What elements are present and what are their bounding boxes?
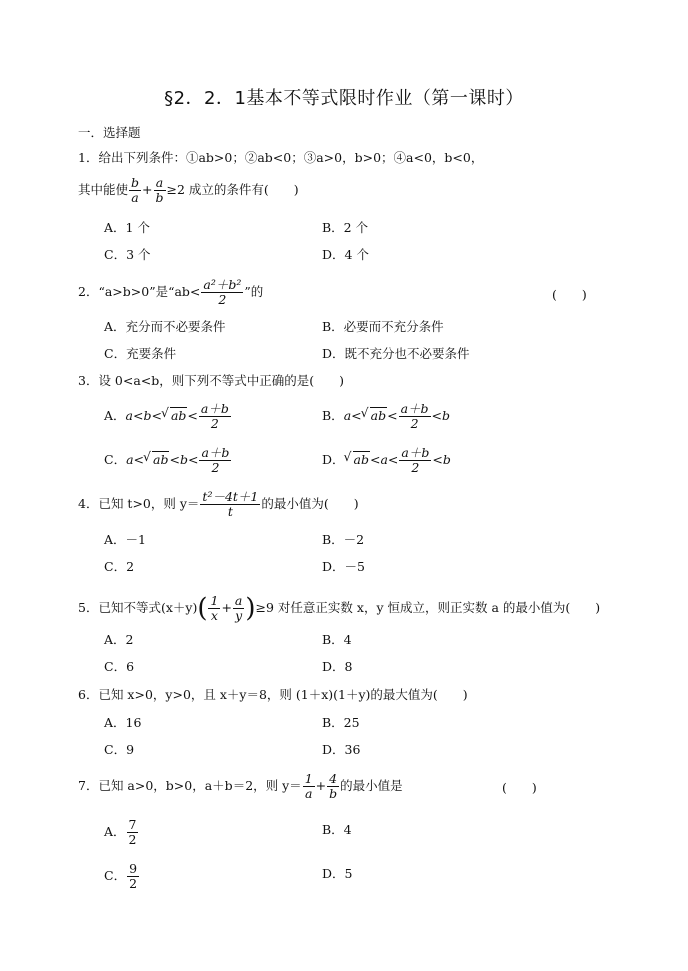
- q3-option-c: C．a<√ ab<b< $\frac{a+b}{2}$: [104, 446, 232, 475]
- q3-option-a: A．a<b<√ ab< $\frac{a+b}{2}$: [104, 402, 232, 431]
- q2-post: ”的: [244, 284, 264, 299]
- q1-frac-a-over-b: $\frac{a}{b}$: [155, 175, 164, 205]
- page-title: §2．2．1基本不等式限时作业（第一课时）: [164, 88, 524, 109]
- q5-post: ≥9 对任意正实数 x，y 恒成立，则正实数 a 的最小值为( ): [255, 600, 601, 615]
- q4-frac: $\frac{\text{t²－4t＋1}}{t}$: [202, 489, 259, 519]
- q5-option-d: D．8: [322, 659, 353, 674]
- q5-text: 5．已知不等式(x＋y)( $\frac{1}{x}$ + $\frac{a}{y}$ )≥9 对任意正实数 x，y 恒成立，则正实数 a 的最小值为( ): [78, 593, 601, 624]
- q6-option-c: C．9: [104, 742, 135, 757]
- q2-option-b: B．必要而不充分条件: [322, 319, 444, 334]
- q6-option-d: D．36: [322, 742, 361, 757]
- q4-pre: 4．已知 t>0，则 y＝: [78, 496, 200, 511]
- q2-frac: $\frac{\text{a²＋b²}}{2}$: [203, 277, 242, 307]
- q4-option-b: B．－2: [322, 532, 365, 547]
- q2-pre: 2．“a>b>0”是“ab<: [78, 284, 201, 299]
- q4-text: [78, 490, 359, 519]
- q2-answer-paren: ( ): [552, 287, 587, 302]
- q3-option-b: B．a<√ ab< $\frac{a+b}{2}$ <b: [322, 402, 450, 431]
- q7-text: 7．已知 a>0，b>0，a＋b＝2，则 y＝ $\frac{1}{a}$ + $\frac{4}{b}$ 的最小值是: [78, 771, 403, 801]
- q2-option-a: A．充分而不必要条件: [104, 319, 226, 334]
- q1-text: 1．给出下列条件：①ab>0；②ab<0；③a>0，b>0；④a<0，b<0，: [78, 150, 484, 165]
- q1-option-b: B．2 个: [322, 220, 369, 235]
- q2-text: [78, 278, 263, 307]
- q7-option-c: C． $\frac{9}{2}$: [104, 861, 138, 891]
- q6-option-a: A．16: [104, 715, 142, 730]
- q4-option-d: D．－5: [322, 559, 365, 574]
- q6-text: 6．已知 x>0，y>0，且 x＋y＝8，则 (1＋x)(1＋y)的最大值为( ): [78, 687, 468, 702]
- q1-option-d: D．4 个: [322, 247, 369, 262]
- q5-option-a: A．2: [104, 632, 134, 647]
- q1-line2-post: ≥2 成立的条件有( ): [166, 182, 299, 197]
- q4-option-a: A．－1: [104, 532, 146, 547]
- q7-post: 的最小值是: [340, 778, 403, 793]
- q4-option-c: C．2: [104, 559, 135, 574]
- q1-option-c: C．3 个: [104, 247, 151, 262]
- q4-post: 的最小值为( ): [261, 496, 359, 511]
- section-heading: 一．选择题: [78, 125, 141, 140]
- q6-option-b: B．25: [322, 715, 360, 730]
- q1-plus: +: [142, 182, 153, 197]
- q7-option-b: B．4: [322, 822, 352, 837]
- q5-pre: 5．已知不等式(x＋y): [78, 600, 198, 615]
- q5-option-b: B．4: [322, 632, 352, 647]
- q3-option-d: D．√ ab<a< $\frac{a+b}{2}$ <b: [322, 446, 451, 475]
- q1-line2-pre: 其中能使: [78, 182, 129, 197]
- q1-line2: [78, 176, 299, 205]
- q5-option-c: C．6: [104, 659, 135, 674]
- q3-text: 3．设 0<a<b，则下列不等式中正确的是( ): [78, 373, 345, 388]
- q7-option-d: D．5: [322, 866, 353, 881]
- q2-option-d: D．既不充分也不必要条件: [322, 346, 470, 361]
- q1-frac-b-over-a: $\frac{b}{a}$: [131, 175, 140, 205]
- q7-option-a: A． $\frac{7}{2}$: [104, 817, 137, 847]
- q7-answer-paren: ( ): [502, 780, 537, 795]
- q2-option-c: C．充要条件: [104, 346, 177, 361]
- q7-pre: 7．已知 a>0，b>0，a＋b＝2，则 y＝: [78, 778, 302, 793]
- q1-option-a: A．1 个: [104, 220, 150, 235]
